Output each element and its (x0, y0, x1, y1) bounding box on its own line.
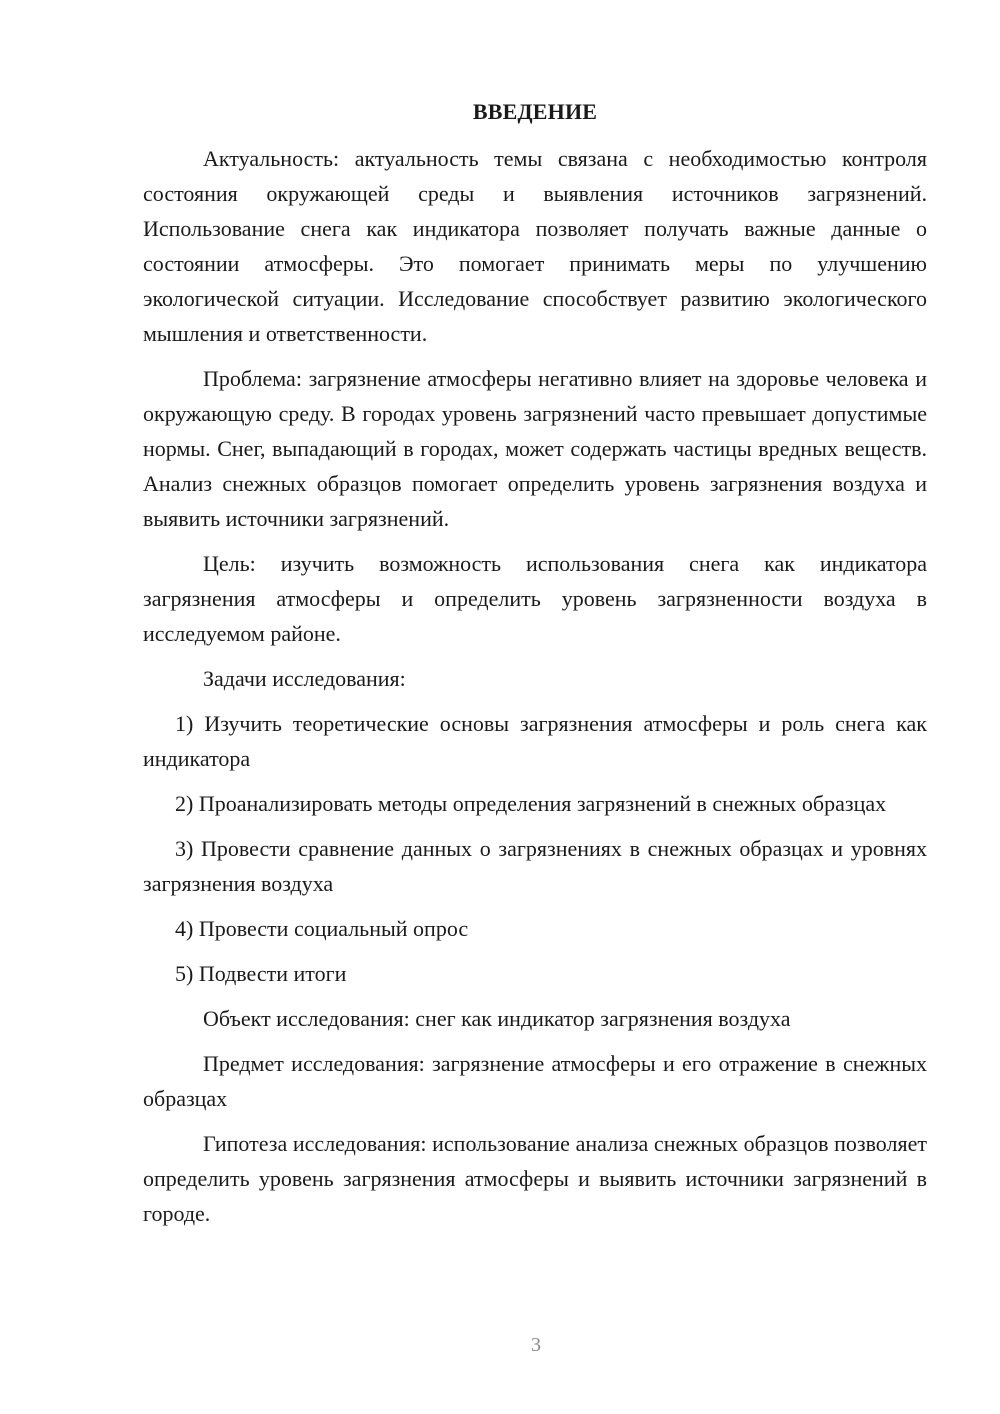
paragraph-tasks-heading: Задачи исследования: (203, 666, 406, 691)
task-item-1: 1) Изучить теоретические основы загрязнения атмосферы и роль снега как индикатора (143, 711, 927, 771)
paragraph-relevance: Актуальность: актуальность темы связана с необходимостью контроля состояния окружающей среды и выявления источников загрязнений. Использование снега как индикатора позволяет получать важные данные о состоянии атмосферы. Это помогает принимать меры по улучшению экологической ситуации. Исследование способствует развитию экологического мышления и ответственности. (143, 146, 927, 346)
task-item-3: 3) Провести сравнение данных о загрязнениях в снежных образцах и уровнях загрязнения воздуха (143, 836, 927, 896)
paragraph-problem: Проблема: загрязнение атмосферы негативно влияет на здоровье человека и окружающую среду. В городах уровень загрязнений часто превышает допустимые нормы. Снег, выпадающий в городах, может содержать частицы вредных веществ. Анализ снежных образцов помогает определить уровень загрязнения воздуха и выявить источники загрязнений. (143, 366, 927, 531)
page-content (143, 94, 927, 1241)
page-title: ВВЕДЕНИЕ (472, 99, 598, 124)
paragraph-object: Объект исследования: снег как индикатор загрязнения воздуха (203, 1006, 791, 1031)
task-item-2: 2) Проанализировать методы определения загрязнений в снежных образцах (175, 791, 887, 816)
paragraph-subject: Предмет исследования: загрязнение атмосферы и его отражение в снежных образцах (143, 1051, 927, 1111)
task-item-5: 5) Подвести итоги (175, 961, 347, 986)
paragraph-goal: Цель: изучить возможность использования снега как индикатора загрязнения атмосферы и определить уровень загрязненности воздуха в исследуемом районе. (143, 551, 927, 646)
paragraph-hypothesis: Гипотеза исследования: использование анализа снежных образцов позволяет определить уровень загрязнения атмосферы и выявить источники загрязнений в городе. (143, 1131, 927, 1226)
task-item-4: 4) Провести социальный опрос (175, 916, 469, 941)
page-number: 3 (531, 1334, 541, 1356)
